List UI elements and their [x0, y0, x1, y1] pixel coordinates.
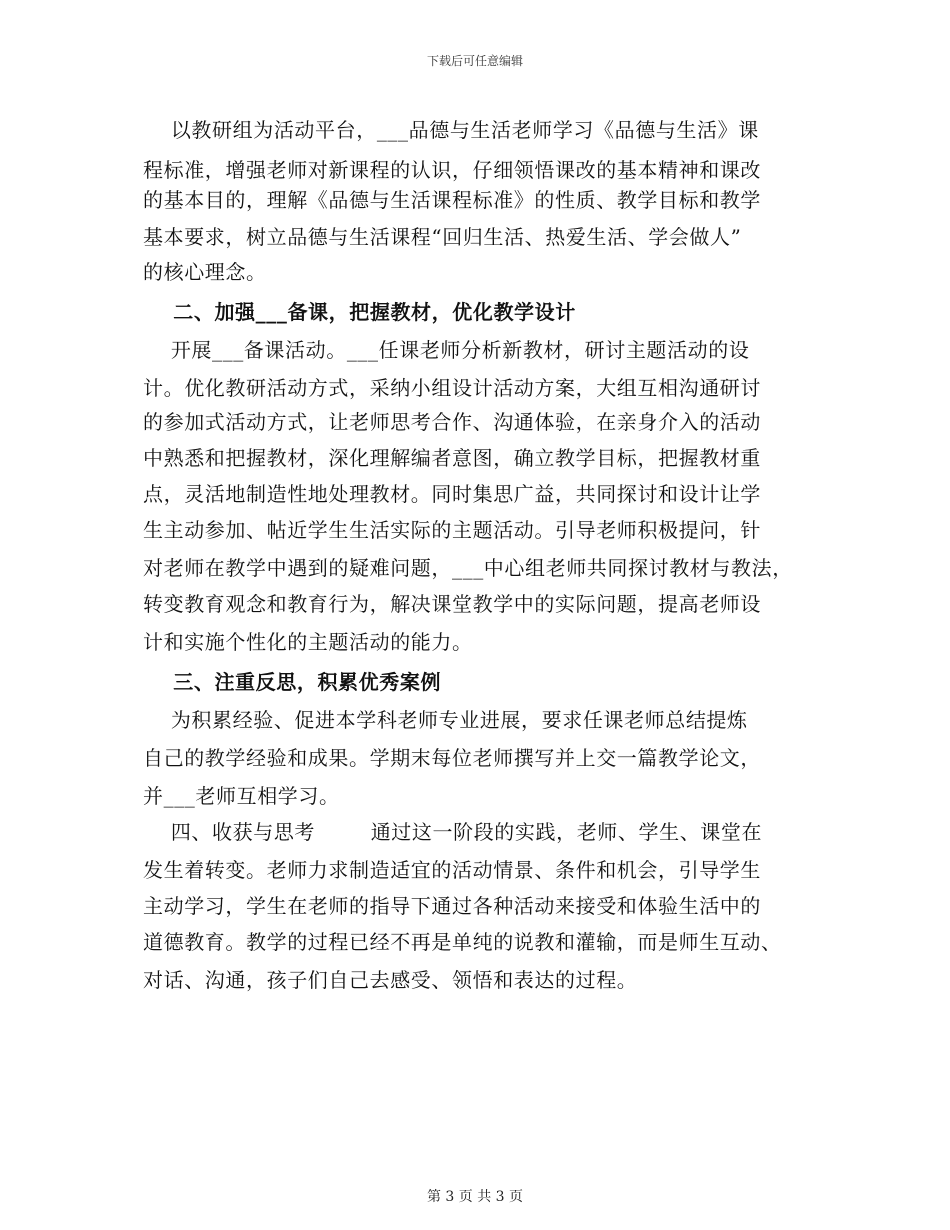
paragraph-line: 道德教育。教学的过程已经不再是单纯的说教和灌输，而是师生互动、	[143, 930, 782, 954]
paragraph-line: 中熟悉和把握教材，深化理解编者意图，确立教学目标，把握教材重	[143, 446, 761, 470]
paragraph-line: 为积累经验、促进本学科老师专业进展，要求任课老师总结提炼	[143, 708, 748, 732]
paragraph-line: 自己的教学经验和成果。学期末每位老师撰写并上交一篇教学论文，	[143, 746, 761, 770]
paragraph-line: 点，灵活地制造性地处理教材。同时集思广益，共同探讨和设计让学	[143, 482, 761, 506]
paragraph-line: 程标准，增强老师对新课程的认识，仔细领悟课改的基本精神和课改	[143, 158, 761, 182]
paragraph-line: 转变教育观念和教育行为，解决课堂教学中的实际问题，提高老师设	[143, 592, 761, 616]
paragraph-line: 的基本目的，理解《品德与生活课程标准》的性质、教学目标和教学	[143, 188, 761, 212]
page-footer: 第 3 页 共 3 页	[426, 1189, 524, 1205]
paragraph-line: 发生着转变。老师力求制造适宜的活动情景、条件和机会，引导学生	[143, 858, 761, 882]
paragraph-line: 的核心理念。	[143, 260, 267, 284]
paragraph-line: 并___老师互相学习。	[143, 784, 340, 808]
paragraph-line: 四、收获与思考 通过这一阶段的实践，老师、学生、课堂在	[143, 820, 763, 844]
page-header: 下载后可任意编辑	[426, 54, 523, 68]
paragraph-line: 开展___备课活动。___任课老师分析新教材，研讨主题活动的设	[143, 338, 750, 362]
paragraph-line: 生主动参加、帖近学生生活实际的主题活动。引导老师积极提问，针	[143, 518, 761, 542]
paragraph-line: 主动学习，学生在老师的指导下通过各种活动来接受和体验生活中的	[143, 894, 761, 918]
paragraph-line: 对老师在教学中遇到的疑难问题，___中心组老师共同探讨教材与教法，	[143, 556, 793, 580]
paragraph-line: 基本要求，树立品德与生活课程“回归生活、热爱生活、学会做人”	[143, 225, 742, 249]
paragraph-line: 对话、沟通，孩子们自己去感受、领悟和表达的过程。	[143, 968, 638, 992]
paragraph-line: 计。优化教研活动方式，采纳小组设计活动方案，大组互相沟通研讨	[143, 376, 761, 400]
section-heading: 三、注重反思，积累优秀案例	[143, 670, 442, 694]
paragraph-line: 的参加式活动方式，让老师思考合作、沟通体验，在亲身介入的活动	[143, 410, 761, 434]
paragraph-line: 计和实施个性化的主题活动的能力。	[143, 630, 473, 654]
section-heading: 二、加强___备课，把握教材，优化教学设计	[143, 300, 576, 324]
paragraph-line: 以教研组为活动平台，___品德与生活老师学习《品德与生活》课	[143, 118, 759, 142]
